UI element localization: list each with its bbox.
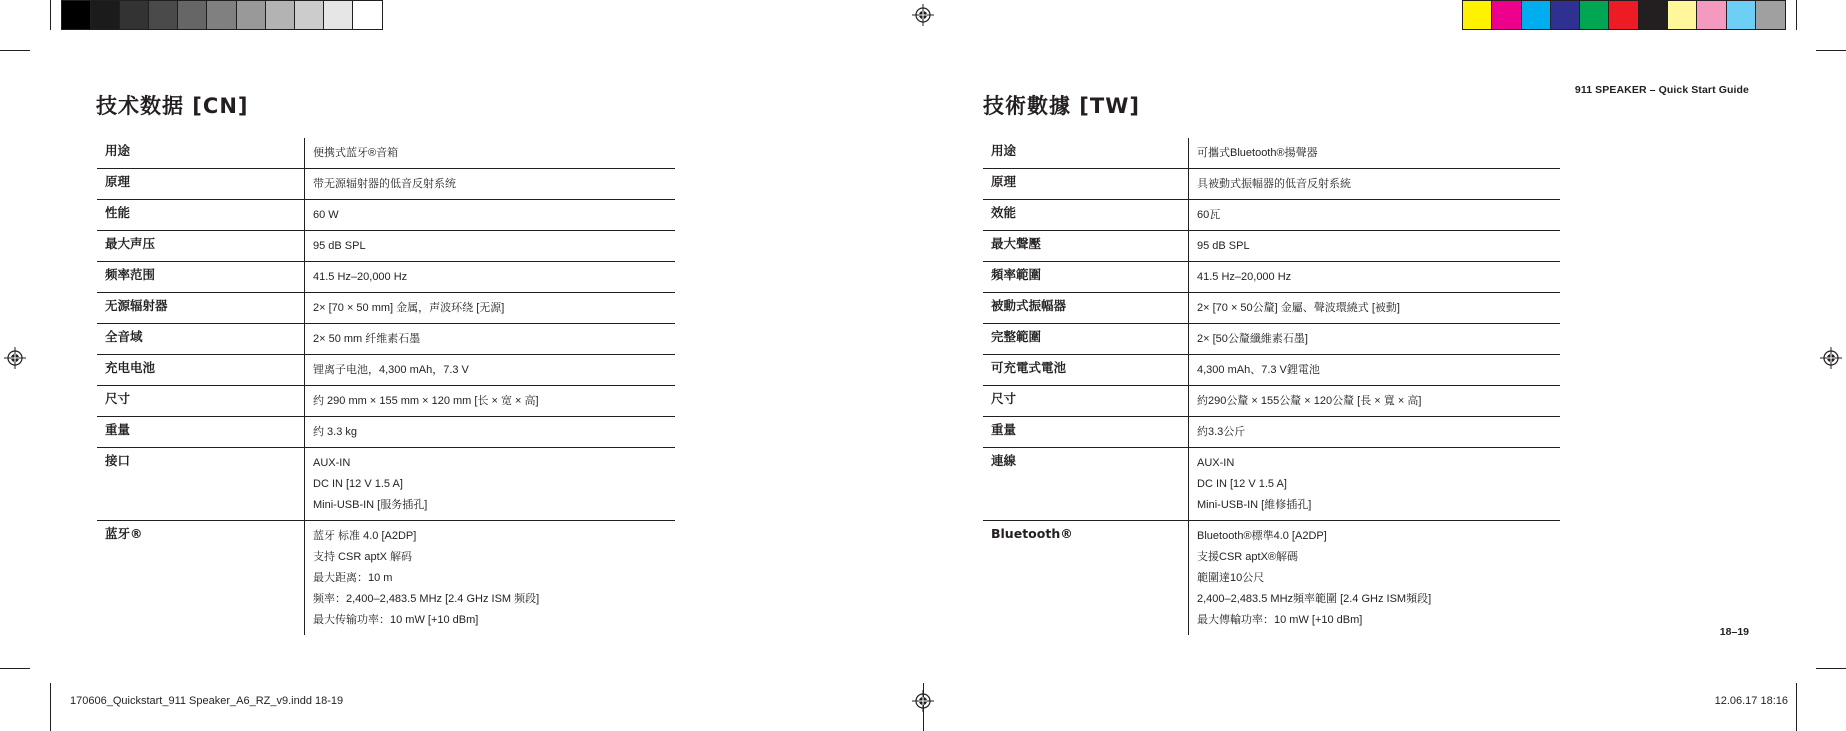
spec-label: 性能 [105, 205, 131, 220]
spec-value [1188, 324, 1560, 354]
spec-value-line: 60 W [313, 209, 339, 221]
spec-label: 最大聲壓 [991, 236, 1042, 251]
date-slug: 12.06.17 18:16 [1714, 695, 1788, 707]
color-swatch [1522, 1, 1551, 29]
color-swatch [1551, 1, 1580, 29]
spec-value [1188, 521, 1560, 635]
spec-row [983, 355, 1560, 386]
spec-label: 接口 [105, 453, 131, 468]
spec-value-line: 约 3.3 kg [313, 426, 358, 438]
spec-row [97, 293, 675, 324]
gray-swatch [120, 1, 149, 29]
spec-row [983, 386, 1560, 417]
spec-value-line: 95 dB SPL [1197, 240, 1250, 252]
gray-swatch [149, 1, 178, 29]
spec-value [304, 231, 675, 261]
spec-value-line: 41.5 Hz–20,000 Hz [313, 271, 408, 283]
spec-value-line: 具被動式振幅器的低音反射系統 [1197, 178, 1351, 190]
spec-value-line: 最大距离：10 m [313, 572, 393, 584]
crop-mark [50, 0, 51, 30]
file-slug: 170606_Quickstart_911 Speaker_A6_RZ_v9.indd 18-19 [70, 695, 344, 707]
color-swatch [1639, 1, 1668, 29]
spec-row [983, 293, 1560, 324]
spec-value [1188, 355, 1560, 385]
crop-mark [1816, 50, 1846, 51]
spec-label: 可充電式電池 [991, 360, 1067, 375]
crop-mark [50, 683, 51, 731]
gray-swatch [91, 1, 120, 29]
spec-value [304, 417, 675, 447]
color-calibration-bar [1462, 0, 1786, 30]
gray-swatch [207, 1, 236, 29]
spec-label: 用途 [991, 143, 1017, 158]
spec-table-cn [97, 138, 675, 635]
spec-value [1188, 262, 1560, 292]
crop-mark [1816, 668, 1846, 669]
spec-value-line: 支援CSR aptX®解碼 [1197, 551, 1299, 563]
spec-value-line: 最大传输功率：10 mW [+10 dBm] [313, 614, 479, 626]
spec-row [97, 200, 675, 231]
spec-value [304, 355, 675, 385]
spec-label: 尺寸 [991, 391, 1017, 406]
spec-value [1188, 231, 1560, 261]
spec-value [1188, 200, 1560, 230]
spec-value-line: 41.5 Hz–20,000 Hz [1197, 271, 1292, 283]
spec-value [1188, 169, 1560, 199]
spec-value-line: 便携式蓝牙®音箱 [313, 147, 399, 159]
color-swatch [1668, 1, 1697, 29]
spec-label: 用途 [105, 143, 131, 158]
crop-mark [0, 50, 30, 51]
spec-label: 频率范围 [105, 267, 156, 282]
spec-row [97, 448, 675, 521]
spec-row [983, 138, 1560, 169]
spec-value [1188, 417, 1560, 447]
spec-value-line: 可攜式Bluetooth®揚聲器 [1197, 147, 1318, 159]
spec-value [304, 386, 675, 416]
color-swatch [1697, 1, 1726, 29]
spec-value-line: 2× [70 × 50公釐] 金屬、聲波環繞式 [被動] [1197, 302, 1400, 314]
spec-row [983, 262, 1560, 293]
crop-mark [0, 668, 30, 669]
spec-row [97, 417, 675, 448]
spec-value [1188, 293, 1560, 323]
spec-value-line: Mini-USB-IN [服务插孔] [313, 499, 428, 511]
gray-swatch [353, 1, 382, 29]
registration-mark-icon [912, 4, 934, 26]
color-swatch [1463, 1, 1492, 29]
page-title-tw: 技術數據 [TW] [983, 94, 1140, 118]
color-swatch [1492, 1, 1521, 29]
color-swatch [1756, 1, 1785, 29]
spec-row [97, 355, 675, 386]
color-swatch [1580, 1, 1609, 29]
spec-value-line: 蓝牙 标准 4.0 [A2DP] [313, 530, 417, 542]
spec-label: 頻率範圍 [991, 267, 1042, 282]
spec-value-line: 95 dB SPL [313, 240, 366, 252]
spec-label: 无源辐射器 [105, 298, 168, 313]
spec-label: 重量 [105, 422, 131, 437]
spec-value [1188, 448, 1560, 520]
page-numbers: 18–19 [1719, 626, 1749, 638]
spec-value-line: 支持 CSR aptX 解码 [313, 551, 413, 563]
spec-value-line: 约 290 mm × 155 mm × 120 mm [长 × 宽 × 高] [313, 395, 539, 407]
spec-value-line: 2× [70 × 50 mm] 金属，声波环绕 [无源] [313, 302, 505, 314]
gray-swatch [266, 1, 295, 29]
spec-value-line: DC IN [12 V 1.5 A] [313, 478, 403, 490]
spec-value-line: Bluetooth®標準4.0 [A2DP] [1197, 530, 1327, 542]
gray-swatch [295, 1, 324, 29]
spec-value-line: AUX-IN [313, 457, 351, 469]
spec-row [983, 521, 1560, 635]
spec-label: 完整範圍 [991, 329, 1042, 344]
spec-row [97, 386, 675, 417]
spec-row [983, 200, 1560, 231]
spec-label: Bluetooth® [991, 526, 1073, 541]
spec-value-line: 最大傳輸功率：10 mW [+10 dBm] [1197, 614, 1363, 626]
spec-value [304, 324, 675, 354]
spec-row [983, 417, 1560, 448]
spec-label: 被動式振幅器 [991, 298, 1067, 313]
spec-label: 重量 [991, 422, 1017, 437]
spec-row [97, 521, 675, 635]
spec-value-line: 2× 50 mm 纤维素石墨 [313, 333, 421, 345]
gray-swatch [62, 1, 91, 29]
spec-label: 原理 [991, 174, 1017, 189]
spec-label: 效能 [991, 205, 1017, 220]
spec-value-line: Mini-USB-IN [維修插孔] [1197, 499, 1312, 511]
gray-swatch [237, 1, 266, 29]
registration-mark-icon [1820, 347, 1842, 369]
spec-row [97, 138, 675, 169]
spec-table-tw [983, 138, 1560, 635]
registration-mark-icon [4, 347, 26, 369]
spec-row [983, 231, 1560, 262]
spec-label: 蓝牙® [105, 526, 143, 541]
spec-value-line: 約3.3公斤 [1197, 426, 1246, 438]
running-head: 911 SPEAKER – Quick Start Guide [1574, 84, 1749, 96]
page-title-cn: 技术数据 [CN] [96, 94, 249, 118]
gray-swatch [324, 1, 353, 29]
color-swatch [1609, 1, 1638, 29]
spec-row [97, 262, 675, 293]
spec-value [1188, 386, 1560, 416]
spec-value [304, 200, 675, 230]
gray-swatch [178, 1, 207, 29]
spec-value-line: 频率：2,400–2,483.5 MHz [2.4 GHz ISM 频段] [313, 593, 540, 605]
crop-mark [1796, 683, 1797, 731]
spec-value [304, 448, 675, 520]
spec-row [983, 169, 1560, 200]
spec-value-line: 2× [50公釐纖維素石墨] [1197, 333, 1308, 345]
spec-value [1188, 138, 1560, 168]
spec-value-line: 4,300 mAh、7.3 V鋰電池 [1197, 364, 1320, 376]
registration-mark-icon [912, 690, 934, 712]
spec-row [983, 324, 1560, 355]
spec-label: 尺寸 [105, 391, 131, 406]
spec-value-line: 2,400–2,483.5 MHz頻率範圍 [2.4 GHz ISM頻段] [1197, 593, 1432, 605]
color-swatch [1727, 1, 1756, 29]
spec-value-line: AUX-IN [1197, 457, 1235, 469]
spec-value [304, 293, 675, 323]
spec-value-line: DC IN [12 V 1.5 A] [1197, 478, 1287, 490]
spec-value [304, 521, 675, 635]
spec-value [304, 169, 675, 199]
spec-label: 連線 [991, 453, 1017, 468]
spec-label: 充电电池 [105, 360, 156, 375]
spec-value [304, 262, 675, 292]
spec-value [304, 138, 675, 168]
spec-label: 最大声压 [105, 236, 156, 251]
spec-row [97, 231, 675, 262]
spec-row [983, 448, 1560, 521]
spec-row [97, 169, 675, 200]
crop-mark [1796, 0, 1797, 30]
spec-value-line: 約290公釐 × 155公釐 × 120公釐 [長 × 寬 × 高] [1197, 395, 1422, 407]
spec-value-line: 锂离子电池，4,300 mAh，7.3 V [313, 364, 469, 376]
spec-value-line: 範圍達10公尺 [1197, 572, 1265, 584]
spec-value-line: 带无源辐射器的低音反射系统 [313, 178, 456, 190]
spec-label: 原理 [105, 174, 131, 189]
spec-value-line: 60瓦 [1197, 209, 1221, 221]
spec-label: 全音域 [105, 329, 143, 344]
grayscale-calibration-bar [61, 0, 383, 30]
spec-row [97, 324, 675, 355]
